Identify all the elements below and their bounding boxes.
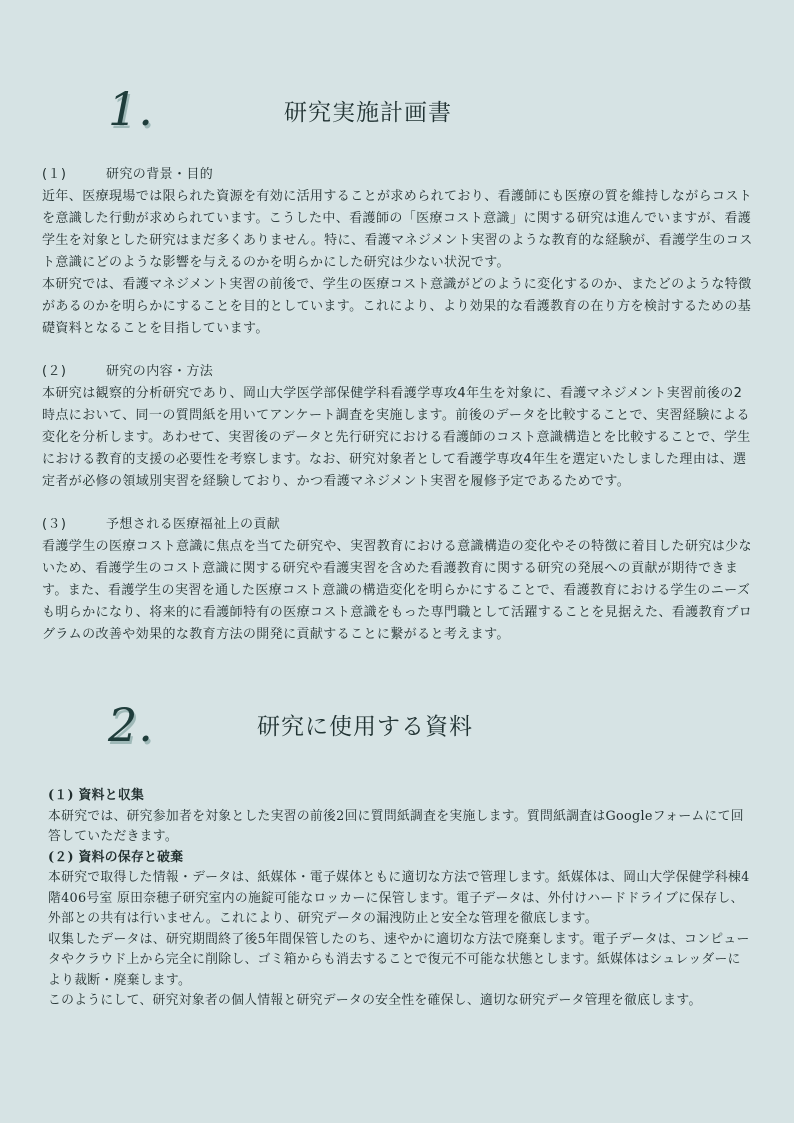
section2-heading bbox=[0, 694, 794, 764]
subsection-title: 研究の内容・方法 bbox=[106, 364, 214, 379]
paragraph: 本研究では、看護マネジメント実習の前後で、学生の医療コスト意識がどのように変化するのか、またどのような特徴があるのかを明らかにすることを目的としています。これにより、より効果的な看護教育の在り方を検討するための基礎資料となることを目指しています。 bbox=[42, 277, 752, 336]
paragraph: 収集したデータは、研究期間終了後5年間保管したのち、速やかに適切な方法で廃棄します。電子データは、コンピュータやクラウド上から完全に削除し、ゴミ箱からも消去することで復元不可能な状態とします。紙媒体はシュレッダーにより裁断・廃棄します。 bbox=[48, 931, 750, 988]
subsection-number: (２) bbox=[42, 364, 67, 379]
paragraph: 本研究は観察的分析研究であり、岡山大学医学部保健学科看護学専攻4年生を対象に、看護マネジメント実習前後の2時点において、同一の質問紙を用いてアンケート調査を実施します。前後のデータを比較することで、実習経験による変化を分析します。あわせて、実習後のデータと先行研究における看護師のコスト意識構造とを比較することで、学生における教育的支援の必要性を考察します。なお、研究対象者として看護学専攻4年生を選定いたしました理由は、選定者が必修の領域別実習を経験しており、かつ看護マネジメント実習を履修予定であるためです。 bbox=[42, 386, 751, 489]
section2-body bbox=[48, 786, 753, 1012]
subsection-heading bbox=[42, 164, 754, 186]
section1-heading bbox=[0, 78, 794, 148]
section2-title: 研究に使用する資料 bbox=[257, 714, 473, 740]
paragraph: 看護学生の医療コスト意識に焦点を当てた研究や、実習教育における意識構造の変化やその特徴に着目した研究は少ないため、看護学生のコスト意識に関する研究や看護実習を含めた看護教育に関する研究の発展への貢献が期待できます。また、看護学生の実習を通した医療コスト意識の構造変化を明らかにすることで、看護教育における学生のニーズも明らかになり、将来的に看護師特有の医療コスト意識をもった専門職として活躍することを見据えた、看護教育プログラムの改善や効果的な教育方法の開発に貢献することに繋がると考えます。 bbox=[42, 539, 753, 642]
subsection-heading bbox=[42, 361, 754, 383]
paragraph: 本研究で取得した情報・データは、紙媒体・電子媒体ともに適切な方法で管理します。紙媒体は、岡山大学保健学科棟4階406号室 原田奈穂子研究室内の施錠可能なロッカーに保管します。電子データは、外付けハードドライブに保存し、外部との共有は行いません。これにより、研究データの漏洩防止と安全な管理を徹底します。 bbox=[48, 870, 750, 926]
subsection-number: (３) bbox=[42, 517, 67, 532]
subsection-title: 研究の背景・目的 bbox=[106, 167, 214, 182]
subsection-heading: (２) 資料の保存と破棄 bbox=[48, 849, 184, 865]
paragraph: 近年、医療現場では限られた資源を有効に活用することが求められており、看護師にも医療の質を維持しながらコストを意識した行動が求められています。こうした中、看護師の「医療コスト意識」に関する研究は進んでいますが、看護学生を対象とした研究はまだ多くありません。特に、看護マネジメント実習のような教育的な経験が、看護学生のコスト意識にどのような影響を与えるのかを明らかにした研究は少ない状況です。 bbox=[42, 189, 753, 270]
section2-number: 2. bbox=[108, 698, 154, 752]
paragraph: 本研究では、研究参加者を対象とした実習の前後2回に質問紙調査を実施します。質問紙調査はGoogleフォームにて回答していただきます。 bbox=[48, 808, 744, 844]
section1-body bbox=[42, 164, 754, 646]
section1-number: 1. bbox=[108, 82, 154, 136]
section1-title: 研究実施計画書 bbox=[284, 100, 452, 126]
subsection-heading bbox=[42, 514, 754, 536]
subsection-title: 予想される医療福祉上の貢献 bbox=[106, 517, 281, 532]
subsection-number: (１) bbox=[42, 167, 67, 182]
subsection-heading: (１) 資料と収集 bbox=[48, 788, 145, 803]
paragraph: このようにして、研究対象者の個人情報と研究データの安全性を確保し、適切な研究データ管理を徹底します。 bbox=[48, 993, 702, 1008]
